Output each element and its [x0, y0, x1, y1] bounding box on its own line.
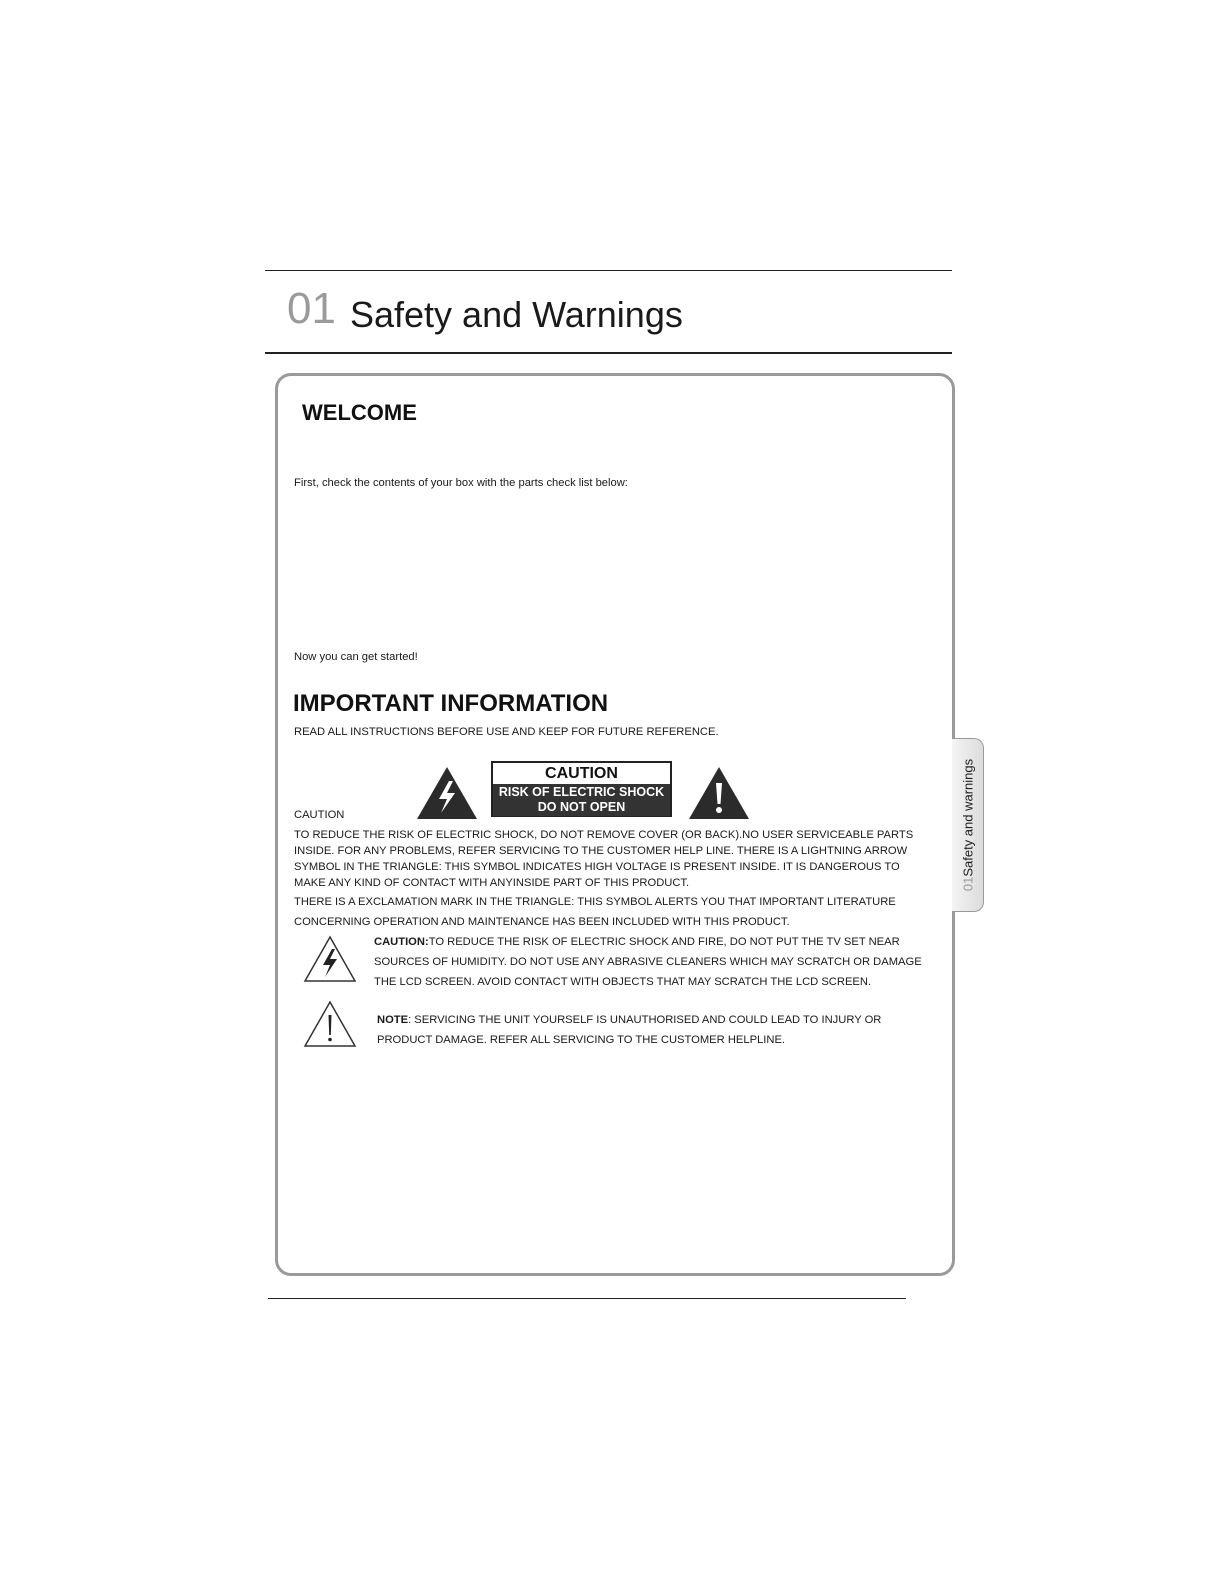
caution-label: CAUTION [294, 809, 345, 821]
note-label: NOTE [377, 1014, 409, 1026]
side-tab-label: Safety and warnings [960, 758, 975, 877]
caution-body-text: TO REDUCE THE RISK OF ELECTRIC SHOCK, DO NOT REMOVE COVER (OR BACK).NO USER SERVICEABLE PARTS INSIDE. FOR ANY PROBLEMS, REFER SERVICING TO THE CUSTOMER HELP LINE. THERE IS A LIGHTNING ARROW SYMBOL IN THE TRIANGLE: THIS SYMBOL INDICATES HIGH VOLTAGE IS PRESENT INSIDE. IT IS DANGEROUS TO MAKE ANY KIND OF CONTACT WITH ANYINSIDE PART OF THIS PRODUCT. [294, 829, 914, 889]
banner-line-2: DO NOT OPEN [537, 800, 626, 814]
top-rule [265, 270, 952, 271]
banner-line-1: RISK OF ELECTRIC SHOCK [498, 785, 665, 799]
caution-banner [491, 761, 672, 817]
exclamation-info-text: THERE IS A EXCLAMATION MARK IN THE TRIANGLE: THIS SYMBOL ALERTS YOU THAT IMPORTANT LITERATURE CONCERNING OPERATION AND MAINTENANCE HAS BEEN INCLUDED WITH THIS PRODUCT. [294, 896, 896, 928]
exclamation-warning-icon [689, 767, 749, 819]
lightning-warning-icon [303, 935, 357, 983]
caution-humidity-text [374, 932, 929, 992]
page-title: Safety and Warnings [350, 294, 683, 335]
caution-humidity-body: TO REDUCE THE RISK OF ELECTRIC SHOCK AND FIRE, DO NOT PUT THE TV SET NEAR SOURCES OF HUMIDITY. DO NOT USE ANY ABRASIVE CLEANERS WHICH MAY SCRATCH OR DAMAGE THE LCD SCREEN. AVOID CONTACT WITH OBJECTS THAT MAY SCRATCH THE LCD SCREEN. [374, 936, 922, 988]
note-body: : SERVICING THE UNIT YOURSELF IS UNAUTHORISED AND COULD LEAD TO INJURY OR PRODUCT DAMAGE. REFER ALL SERVICING TO THE CUSTOMER HELPLINE. [377, 1014, 882, 1046]
content-panel [275, 373, 955, 1276]
caution-banner-subtitle [493, 784, 670, 816]
bottom-rule [268, 1298, 906, 1299]
welcome-heading: WELCOME [302, 400, 417, 425]
caution-humidity-label: CAUTION: [374, 936, 429, 948]
exclamation-warning-icon [303, 1000, 357, 1048]
read-instructions-text: READ ALL INSTRUCTIONS BEFORE USE AND KEEP FOR FUTURE REFERENCE. [294, 726, 719, 738]
chapter-number: 01 [287, 284, 336, 333]
important-info-heading: IMPORTANT INFORMATION [293, 690, 609, 717]
side-tab-number: 01 [960, 876, 975, 892]
servicing-note-text [377, 1010, 929, 1050]
side-tab-text [960, 742, 975, 908]
caution-banner-title: CAUTION [493, 763, 670, 784]
lightning-warning-icon [417, 767, 477, 819]
side-tab[interactable] [952, 738, 984, 912]
get-started-text: Now you can get started! [294, 651, 418, 663]
check-contents-text: First, check the contents of your box with the parts check list below: [294, 477, 628, 489]
header-rule [265, 352, 952, 354]
